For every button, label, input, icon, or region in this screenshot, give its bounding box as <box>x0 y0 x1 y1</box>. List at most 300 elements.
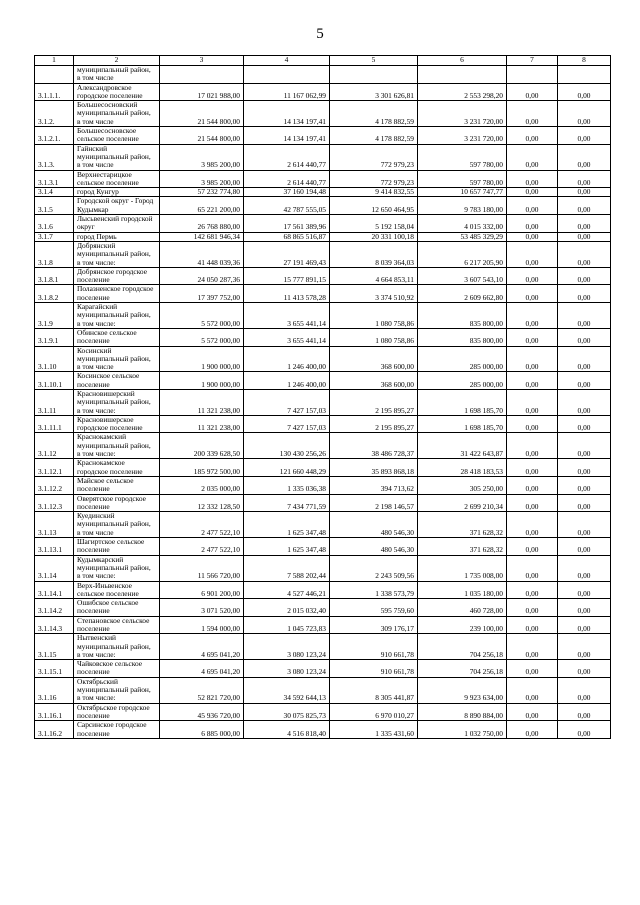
cell-col6: 1 698 185,70 <box>418 389 507 415</box>
column-header: 4 <box>244 56 330 66</box>
cell-col4: 68 865 516,87 <box>244 232 330 241</box>
cell-col4: 4 516 818,40 <box>244 721 330 739</box>
row-code: 3.1.7 <box>35 232 74 241</box>
cell-col6: 10 657 747,77 <box>418 188 507 197</box>
row-code: 3.1.9.1 <box>35 328 74 346</box>
cell-col3: 41 448 039,36 <box>160 241 244 267</box>
cell-col5: 480 546,30 <box>330 512 418 538</box>
row-name: Лысьвенский городской округ <box>74 215 160 233</box>
table-row <box>35 303 611 329</box>
table-row <box>35 581 611 599</box>
cell-col5: 2 195 895,27 <box>330 389 418 415</box>
cell-col7: 0,00 <box>507 328 558 346</box>
cell-col3: 57 232 774,80 <box>160 188 244 197</box>
row-code: 3.1.3.1 <box>35 170 74 188</box>
cell-col5: 20 331 100,18 <box>330 232 418 241</box>
cell-col5: 309 176,17 <box>330 616 418 634</box>
cell-col8: 0,00 <box>558 389 611 415</box>
cell-col7: 0,00 <box>507 512 558 538</box>
cell-col8: 0,00 <box>558 346 611 372</box>
cell-col6: 371 628,32 <box>418 512 507 538</box>
cell-col4: 121 660 448,29 <box>244 459 330 477</box>
row-code: 3.1.14.3 <box>35 616 74 634</box>
cell-col8: 0,00 <box>558 433 611 459</box>
cell-col7: 0,00 <box>507 101 558 127</box>
column-header: 6 <box>418 56 507 66</box>
table-row <box>35 494 611 512</box>
cell-col8: 0,00 <box>558 703 611 721</box>
cell-col3: 1 900 000,00 <box>160 346 244 372</box>
cell-col4: 130 430 256,26 <box>244 433 330 459</box>
table-row <box>35 660 611 678</box>
cell-col5: 1 338 573,79 <box>330 581 418 599</box>
cell-col4: 3 080 123,24 <box>244 660 330 678</box>
cell-col6: 305 250,00 <box>418 476 507 494</box>
cell-col6: 6 217 205,90 <box>418 241 507 267</box>
cell-col5: 9 414 832,55 <box>330 188 418 197</box>
row-name: Оверятское городское поселение <box>74 494 160 512</box>
table-row <box>35 232 611 241</box>
row-name: Шагиртское сельское поселение <box>74 538 160 556</box>
cell-col4: 7 434 771,59 <box>244 494 330 512</box>
row-code: 3.1.5 <box>35 197 74 215</box>
cell-col3: 3 071 520,00 <box>160 599 244 617</box>
row-name: город Кунгур <box>74 188 160 197</box>
cell-col6: 9 923 634,00 <box>418 677 507 703</box>
cell-col7: 0,00 <box>507 241 558 267</box>
table-row <box>35 703 611 721</box>
row-name: Обинское сельское поселение <box>74 328 160 346</box>
cell-col5 <box>330 66 418 84</box>
row-name: Нытвенский муниципальный район, в том числе: <box>74 634 160 660</box>
cell-col4 <box>244 66 330 84</box>
cell-col5: 6 970 010,27 <box>330 703 418 721</box>
row-name: Куединский муниципальный район, в том числе <box>74 512 160 538</box>
cell-col8: 0,00 <box>558 512 611 538</box>
cell-col7 <box>507 66 558 84</box>
table-row <box>35 389 611 415</box>
cell-col3: 5 572 000,00 <box>160 328 244 346</box>
cell-col7: 0,00 <box>507 476 558 494</box>
table-row <box>35 101 611 127</box>
row-name: Майское сельское поселение <box>74 476 160 494</box>
cell-col5: 1 080 758,86 <box>330 303 418 329</box>
row-code: 3.1.1.1. <box>35 83 74 101</box>
cell-col3: 52 821 720,00 <box>160 677 244 703</box>
row-code: 3.1.2.1. <box>35 127 74 145</box>
row-name: Косинский муниципальный район, в том числе <box>74 346 160 372</box>
table-row <box>35 66 611 84</box>
cell-col3: 3 985 200,00 <box>160 170 244 188</box>
cell-col8: 0,00 <box>558 616 611 634</box>
table-row <box>35 512 611 538</box>
cell-col7: 0,00 <box>507 170 558 188</box>
cell-col3: 11 566 720,00 <box>160 555 244 581</box>
cell-col6: 704 256,18 <box>418 634 507 660</box>
cell-col4: 7 427 157,03 <box>244 389 330 415</box>
row-code: 3.1.14 <box>35 555 74 581</box>
cell-col5: 8 039 364,03 <box>330 241 418 267</box>
table-row <box>35 415 611 433</box>
cell-col8: 0,00 <box>558 459 611 477</box>
cell-col3: 26 768 880,00 <box>160 215 244 233</box>
cell-col7: 0,00 <box>507 555 558 581</box>
row-name: город Пермь <box>74 232 160 241</box>
row-code: 3.1.8.1 <box>35 267 74 285</box>
table-row <box>35 599 611 617</box>
row-code: 3.1.8.2 <box>35 285 74 303</box>
cell-col8: 0,00 <box>558 127 611 145</box>
row-name: Чайковское сельское поселение <box>74 660 160 678</box>
cell-col8: 0,00 <box>558 328 611 346</box>
cell-col7: 0,00 <box>507 215 558 233</box>
cell-col4: 1 625 347,48 <box>244 512 330 538</box>
row-name: Октябрьский муниципальный район, в том числе: <box>74 677 160 703</box>
cell-col8: 0,00 <box>558 476 611 494</box>
cell-col3: 24 050 287,36 <box>160 267 244 285</box>
cell-col8: 0,00 <box>558 581 611 599</box>
cell-col7: 0,00 <box>507 372 558 390</box>
table-row <box>35 346 611 372</box>
cell-col5: 368 600,00 <box>330 346 418 372</box>
cell-col8: 0,00 <box>558 599 611 617</box>
cell-col8: 0,00 <box>558 285 611 303</box>
cell-col8: 0,00 <box>558 188 611 197</box>
cell-col4: 14 134 197,41 <box>244 127 330 145</box>
cell-col6: 1 698 185,70 <box>418 415 507 433</box>
cell-col6: 1 032 750,00 <box>418 721 507 739</box>
row-name: Добрянский муниципальный район, в том числе: <box>74 241 160 267</box>
cell-col4: 2 015 032,40 <box>244 599 330 617</box>
cell-col6: 53 485 329,29 <box>418 232 507 241</box>
cell-col4: 1 045 723,83 <box>244 616 330 634</box>
row-code: 3.1.10.1 <box>35 372 74 390</box>
cell-col8: 0,00 <box>558 267 611 285</box>
cell-col7: 0,00 <box>507 127 558 145</box>
cell-col8: 0,00 <box>558 555 611 581</box>
cell-col5: 368 600,00 <box>330 372 418 390</box>
cell-col8: 0,00 <box>558 232 611 241</box>
cell-col3: 6 901 200,00 <box>160 581 244 599</box>
cell-col4: 11 167 062,99 <box>244 83 330 101</box>
cell-col6: 9 783 180,00 <box>418 197 507 215</box>
cell-col6: 1 035 180,00 <box>418 581 507 599</box>
cell-col7: 0,00 <box>507 303 558 329</box>
cell-col3: 2 477 522,10 <box>160 538 244 556</box>
row-name: Ошибское сельское поселение <box>74 599 160 617</box>
cell-col3: 200 339 628,50 <box>160 433 244 459</box>
row-name: Верхнестарицкое сельское поселение <box>74 170 160 188</box>
cell-col5: 1 080 758,86 <box>330 328 418 346</box>
cell-col5: 910 661,78 <box>330 634 418 660</box>
page-number: 5 <box>316 26 324 42</box>
cell-col4: 1 246 400,00 <box>244 346 330 372</box>
cell-col7: 0,00 <box>507 459 558 477</box>
row-code <box>35 66 74 84</box>
cell-col7: 0,00 <box>507 703 558 721</box>
cell-col3: 6 885 000,00 <box>160 721 244 739</box>
cell-col5: 2 198 146,57 <box>330 494 418 512</box>
cell-col7: 0,00 <box>507 389 558 415</box>
cell-col5: 4 178 882,59 <box>330 127 418 145</box>
cell-col5: 1 335 431,60 <box>330 721 418 739</box>
cell-col5: 3 301 626,81 <box>330 83 418 101</box>
table-row <box>35 197 611 215</box>
row-name: Сарсинское городское поселение <box>74 721 160 739</box>
cell-col3 <box>160 66 244 84</box>
table-row <box>35 616 611 634</box>
row-name: Полазненское городское поселение <box>74 285 160 303</box>
cell-col6: 371 628,32 <box>418 538 507 556</box>
cell-col5: 910 661,78 <box>330 660 418 678</box>
row-code: 3.1.12.2 <box>35 476 74 494</box>
cell-col6: 239 100,00 <box>418 616 507 634</box>
column-header: 1 <box>35 56 74 66</box>
cell-col4: 34 592 644,13 <box>244 677 330 703</box>
cell-col5: 2 195 895,27 <box>330 415 418 433</box>
cell-col4: 30 075 825,73 <box>244 703 330 721</box>
cell-col8: 0,00 <box>558 170 611 188</box>
cell-col6: 835 800,00 <box>418 328 507 346</box>
row-code: 3.1.14.1 <box>35 581 74 599</box>
cell-col6: 2 609 662,80 <box>418 285 507 303</box>
table-row <box>35 127 611 145</box>
table-row <box>35 170 611 188</box>
cell-col4: 37 160 194,48 <box>244 188 330 197</box>
column-header: 2 <box>74 56 160 66</box>
cell-col7: 0,00 <box>507 599 558 617</box>
cell-col7: 0,00 <box>507 634 558 660</box>
cell-col5: 772 979,23 <box>330 144 418 170</box>
table-row <box>35 241 611 267</box>
cell-col6: 31 422 643,87 <box>418 433 507 459</box>
row-name: Карагайский муниципальный район, в том числе: <box>74 303 160 329</box>
row-code: 3.1.8 <box>35 241 74 267</box>
cell-col8: 0,00 <box>558 721 611 739</box>
cell-col5: 480 546,30 <box>330 538 418 556</box>
table-row <box>35 555 611 581</box>
cell-col3: 4 695 041,20 <box>160 634 244 660</box>
cell-col3: 65 221 200,00 <box>160 197 244 215</box>
cell-col7: 0,00 <box>507 267 558 285</box>
cell-col7: 0,00 <box>507 232 558 241</box>
row-name: Большесосновский муниципальный район, в том числе <box>74 101 160 127</box>
row-name: Степановское сельское поселение <box>74 616 160 634</box>
cell-col3: 3 985 200,00 <box>160 144 244 170</box>
table-row <box>35 372 611 390</box>
cell-col8: 0,00 <box>558 241 611 267</box>
row-name: Добрянское городское поселение <box>74 267 160 285</box>
table-row <box>35 459 611 477</box>
cell-col6: 597 780,00 <box>418 144 507 170</box>
row-code: 3.1.3. <box>35 144 74 170</box>
cell-col8: 0,00 <box>558 677 611 703</box>
cell-col7: 0,00 <box>507 197 558 215</box>
row-code: 3.1.11 <box>35 389 74 415</box>
row-code: 3.1.2. <box>35 101 74 127</box>
cell-col8: 0,00 <box>558 660 611 678</box>
cell-col3: 45 936 720,00 <box>160 703 244 721</box>
table-row <box>35 285 611 303</box>
cell-col3: 4 695 041,20 <box>160 660 244 678</box>
cell-col4: 1 625 347,48 <box>244 538 330 556</box>
table-row <box>35 215 611 233</box>
cell-col7: 0,00 <box>507 494 558 512</box>
row-code: 3.1.11.1 <box>35 415 74 433</box>
cell-col7: 0,00 <box>507 433 558 459</box>
cell-col6: 28 418 183,53 <box>418 459 507 477</box>
row-name: Красновишерский муниципальный район, в том числе: <box>74 389 160 415</box>
cell-col3: 17 021 988,00 <box>160 83 244 101</box>
cell-col5: 4 664 853,11 <box>330 267 418 285</box>
cell-col5: 5 192 158,04 <box>330 215 418 233</box>
table-row <box>35 188 611 197</box>
row-name: Александровское городское поселение <box>74 83 160 101</box>
cell-col7: 0,00 <box>507 83 558 101</box>
cell-col3: 2 477 522,10 <box>160 512 244 538</box>
cell-col4: 11 413 578,28 <box>244 285 330 303</box>
table-row <box>35 476 611 494</box>
cell-col3: 5 572 000,00 <box>160 303 244 329</box>
cell-col4: 15 777 891,15 <box>244 267 330 285</box>
cell-col6: 285 000,00 <box>418 346 507 372</box>
cell-col8: 0,00 <box>558 634 611 660</box>
cell-col5: 772 979,23 <box>330 170 418 188</box>
cell-col5: 35 893 868,18 <box>330 459 418 477</box>
cell-col3: 11 321 238,00 <box>160 389 244 415</box>
row-code: 3.1.12 <box>35 433 74 459</box>
cell-col4: 2 614 440,77 <box>244 170 330 188</box>
table-row <box>35 634 611 660</box>
cell-col6 <box>418 66 507 84</box>
cell-col6: 8 890 884,00 <box>418 703 507 721</box>
cell-col7: 0,00 <box>507 721 558 739</box>
cell-col8: 0,00 <box>558 83 611 101</box>
cell-col7: 0,00 <box>507 677 558 703</box>
cell-col3: 1 900 000,00 <box>160 372 244 390</box>
cell-col8: 0,00 <box>558 215 611 233</box>
cell-col8: 0,00 <box>558 197 611 215</box>
row-name: Краснокамское городское поселение <box>74 459 160 477</box>
cell-col6: 3 231 720,00 <box>418 127 507 145</box>
cell-col6: 597 780,00 <box>418 170 507 188</box>
column-header: 5 <box>330 56 418 66</box>
table-row <box>35 433 611 459</box>
cell-col6: 2 699 210,34 <box>418 494 507 512</box>
cell-col7: 0,00 <box>507 660 558 678</box>
cell-col4: 3 655 441,14 <box>244 303 330 329</box>
row-code: 3.1.16 <box>35 677 74 703</box>
cell-col4: 1 246 400,00 <box>244 372 330 390</box>
cell-col3: 17 397 752,00 <box>160 285 244 303</box>
cell-col4: 3 655 441,14 <box>244 328 330 346</box>
cell-col5: 4 178 882,59 <box>330 101 418 127</box>
cell-col3: 11 321 238,00 <box>160 415 244 433</box>
budget-table <box>34 55 611 739</box>
row-code: 3.1.10 <box>35 346 74 372</box>
cell-col4: 42 787 555,05 <box>244 197 330 215</box>
cell-col7: 0,00 <box>507 538 558 556</box>
table-row <box>35 721 611 739</box>
row-code: 3.1.15 <box>35 634 74 660</box>
table-row <box>35 83 611 101</box>
cell-col3: 185 972 500,00 <box>160 459 244 477</box>
cell-col5: 3 374 510,92 <box>330 285 418 303</box>
row-code: 3.1.12.3 <box>35 494 74 512</box>
cell-col7: 0,00 <box>507 415 558 433</box>
cell-col6: 2 553 298,20 <box>418 83 507 101</box>
cell-col4: 1 335 036,38 <box>244 476 330 494</box>
cell-col4: 4 527 446,21 <box>244 581 330 599</box>
cell-col3: 1 594 000,00 <box>160 616 244 634</box>
table-header-row <box>35 56 611 66</box>
cell-col8: 0,00 <box>558 303 611 329</box>
row-name: Большесосновское сельское поселение <box>74 127 160 145</box>
cell-col5: 38 486 728,37 <box>330 433 418 459</box>
row-name: муниципальный район, в том числе <box>74 66 160 84</box>
cell-col8: 0,00 <box>558 101 611 127</box>
cell-col8: 0,00 <box>558 538 611 556</box>
cell-col6: 4 015 332,00 <box>418 215 507 233</box>
row-code: 3.1.13 <box>35 512 74 538</box>
row-code: 3.1.9 <box>35 303 74 329</box>
table-row <box>35 328 611 346</box>
column-header: 7 <box>507 56 558 66</box>
row-code: 3.1.14.2 <box>35 599 74 617</box>
cell-col4: 17 561 389,96 <box>244 215 330 233</box>
cell-col6: 285 000,00 <box>418 372 507 390</box>
column-header: 3 <box>160 56 244 66</box>
cell-col6: 3 607 543,10 <box>418 267 507 285</box>
cell-col7: 0,00 <box>507 188 558 197</box>
cell-col4: 2 614 440,77 <box>244 144 330 170</box>
cell-col7: 0,00 <box>507 616 558 634</box>
row-code: 3.1.12.1 <box>35 459 74 477</box>
cell-col4: 14 134 197,41 <box>244 101 330 127</box>
cell-col6: 460 728,00 <box>418 599 507 617</box>
row-name: Октябрьское городское поселение <box>74 703 160 721</box>
table-row <box>35 538 611 556</box>
cell-col5: 8 305 441,87 <box>330 677 418 703</box>
cell-col6: 704 256,18 <box>418 660 507 678</box>
cell-col5: 595 759,60 <box>330 599 418 617</box>
cell-col3: 142 681 946,34 <box>160 232 244 241</box>
row-name: Гайнский муниципальный район, в том числе <box>74 144 160 170</box>
row-name: Косинское сельское поселение <box>74 372 160 390</box>
cell-col3: 12 332 128,50 <box>160 494 244 512</box>
cell-col5: 2 243 509,56 <box>330 555 418 581</box>
cell-col8: 0,00 <box>558 144 611 170</box>
row-name: Верх-Иньвенское сельское поселение <box>74 581 160 599</box>
row-code: 3.1.4 <box>35 188 74 197</box>
row-code: 3.1.16.1 <box>35 703 74 721</box>
row-name: Городской округ - Город Кудымкар <box>74 197 160 215</box>
cell-col7: 0,00 <box>507 581 558 599</box>
cell-col3: 21 544 800,00 <box>160 101 244 127</box>
row-name: Краснокамский муниципальный район, в том числе: <box>74 433 160 459</box>
cell-col8: 0,00 <box>558 415 611 433</box>
cell-col3: 21 544 800,00 <box>160 127 244 145</box>
cell-col7: 0,00 <box>507 346 558 372</box>
row-code: 3.1.16.2 <box>35 721 74 739</box>
cell-col6: 835 800,00 <box>418 303 507 329</box>
table-row <box>35 267 611 285</box>
cell-col5: 12 650 464,95 <box>330 197 418 215</box>
table-row <box>35 677 611 703</box>
cell-col4: 7 427 157,03 <box>244 415 330 433</box>
row-code: 3.1.15.1 <box>35 660 74 678</box>
row-code: 3.1.13.1 <box>35 538 74 556</box>
